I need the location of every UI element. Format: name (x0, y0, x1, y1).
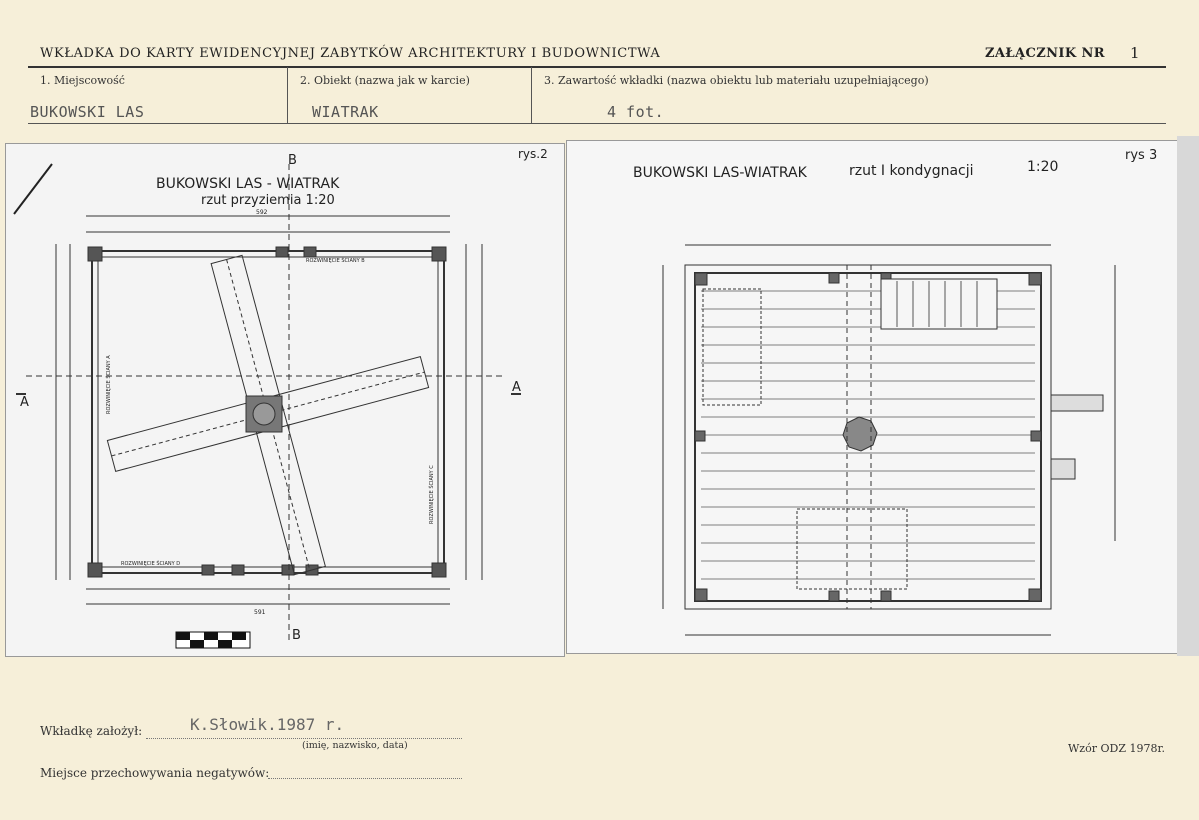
ground-floor-plan-drawing (6, 144, 564, 656)
first-storey-scale: 1:20 (1027, 159, 1059, 175)
locality-label: 1. Miejscowość (40, 74, 125, 87)
field-separator (531, 67, 532, 123)
first-storey-fig: rys 3 (1125, 148, 1158, 163)
fields-rule (28, 123, 1166, 124)
first-storey-plan-drawing (567, 141, 1179, 653)
contents-value: 4 fot. (607, 103, 665, 121)
form-pattern-label: Wzór ODZ 1978r. (1068, 742, 1165, 755)
photo-edge-strip (1177, 136, 1199, 656)
founder-value: K.Słowik.1987 r. (190, 715, 345, 734)
ground-plan-fig: rys.2 (518, 147, 548, 161)
wall-d-label: ROZWINIĘCIE ŚCIANY D (121, 561, 181, 567)
founder-label: Wkładkę założył: (40, 724, 143, 738)
photo-first-storey-plan (566, 140, 1180, 654)
first-storey-title: BUKOWSKI LAS-WIATRAK (633, 165, 807, 181)
form-title: WKŁADKA DO KARTY EWIDENCYJNEJ ZABYTKÓW ARCHITEKTURY I BUDOWNICTWA (40, 46, 661, 61)
photo-ground-floor-plan (5, 143, 565, 657)
attachment-number: 1 (1130, 44, 1140, 62)
ground-plan-subtitle: rzut przyziemia 1:20 (201, 193, 335, 208)
object-value: WIATRAK (312, 103, 379, 121)
founder-hint: (imię, nazwisko, data) (302, 740, 408, 751)
section-b-bottom: B (292, 628, 301, 643)
section-a-right: A (512, 380, 521, 395)
wall-c-label: ROZWINIĘCIE ŚCIANY C (429, 465, 435, 524)
dim-total-bottom: 591 (254, 609, 266, 616)
locality-value: BUKOWSKI LAS (30, 103, 145, 121)
header-rule (28, 66, 1166, 68)
dim-total-top: 592 (256, 209, 268, 216)
wall-a-label: ROZWINIĘCIE ŚCIANY A (106, 355, 112, 414)
wall-b-label: ROZWINIĘCIE ŚCIANY B (306, 258, 365, 264)
ground-plan-title: BUKOWSKI LAS - WIATRAK (156, 176, 340, 192)
section-b-top: B (288, 153, 297, 168)
contents-label: 3. Zawartość wkładki (nazwa obiektu lub materiału uzupełniającego) (544, 74, 929, 87)
storage-label: Miejsce przechowywania negatywów: (40, 766, 270, 780)
founder-dotted-line (146, 738, 462, 739)
first-storey-subtitle: rzut I kondygnacji (849, 163, 974, 179)
field-separator (287, 67, 288, 123)
section-a-left: A (20, 395, 29, 410)
attachment-label: ZAŁĄCZNIK NR (985, 46, 1106, 61)
storage-dotted-line (268, 778, 462, 779)
object-label: 2. Obiekt (nazwa jak w karcie) (300, 74, 470, 87)
